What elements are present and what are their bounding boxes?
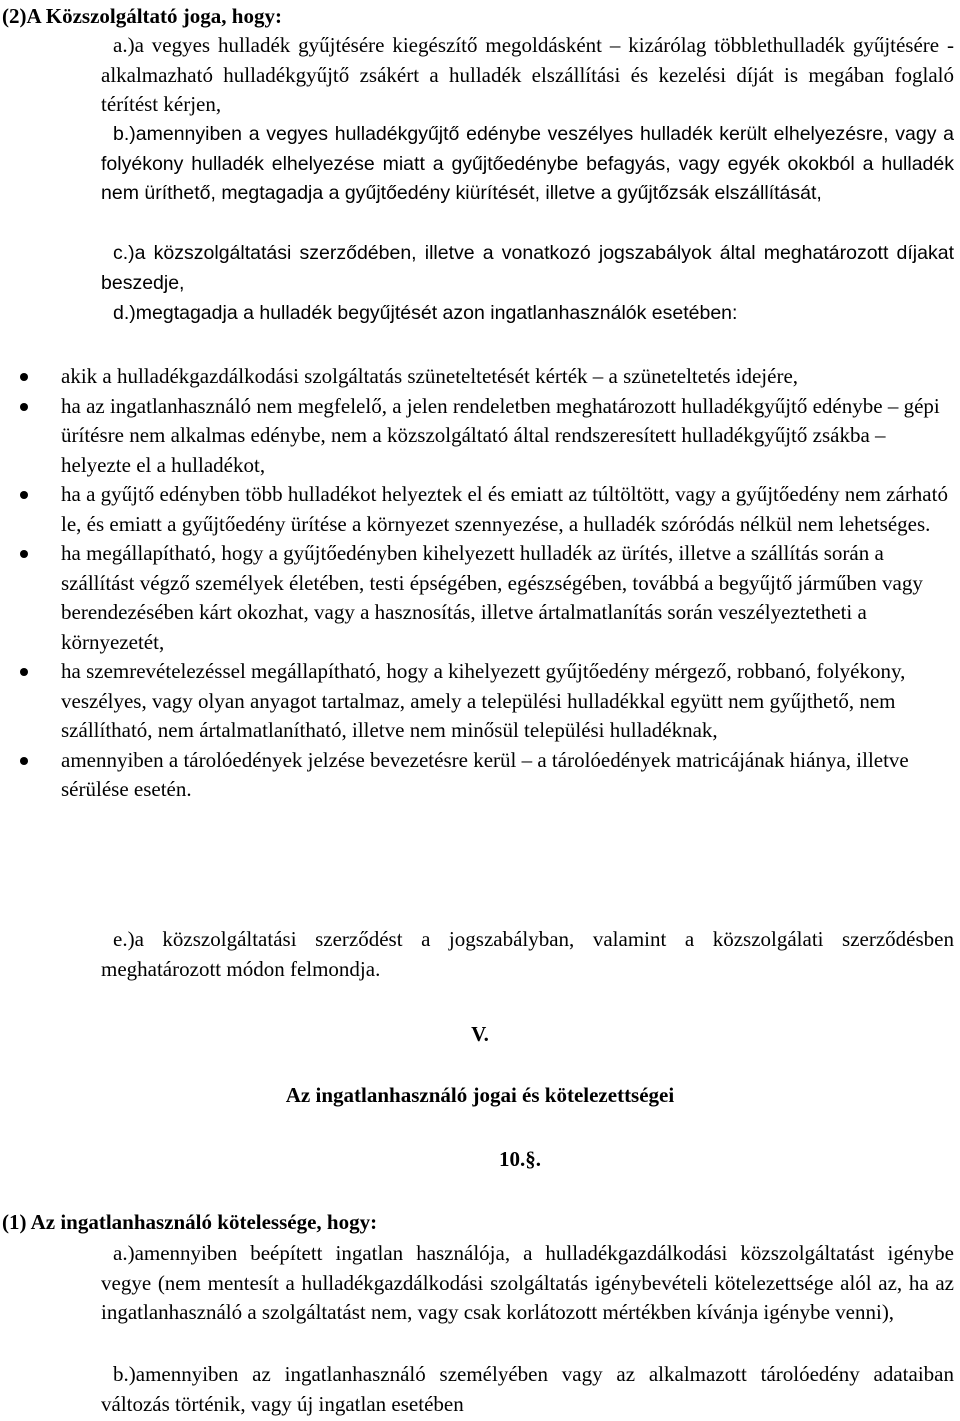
list-item [0, 480, 954, 539]
item-d: d.)megtagadja a hulladék begyűjtését azon ingatlanhasználók esetében: [113, 302, 738, 324]
list-item-text: ha szemrevételezéssel megállapítható, hogy a kihelyezett gyűjtőedény mérgező, robbanó, folyékony, veszélyes, vagy olyan anyagot tartalmaz, amely a települési hulladékkal együtt nem gyűjthető, nem szállítható, nem ártalmatlanítható, illetve nem minősül települési hulladéknak, [61, 659, 906, 742]
list-item [0, 392, 954, 481]
bullet-icon [20, 373, 28, 381]
subsection-heading: (1) Az ingatlanhasználó kötelessége, hogy: [2, 1210, 378, 1234]
bullet-icon [20, 403, 28, 411]
list-item [0, 539, 954, 657]
list-item [0, 362, 954, 392]
list-item [0, 657, 954, 746]
bullet-list [0, 362, 960, 805]
list-item-text: ha megállapítható, hogy a gyűjtőedényben kihelyezett hulladék az ürítés, illetve a szállítás során a szállítást végző személyek életében, testi épségében, egészségében, továbbá a begyűjtő járműben vagy berendezésében kárt okozhat, vagy a hasznosítás, illetve ártalmatlanítás során veszélyeztetheti a környezetét, [61, 541, 923, 654]
section-heading: (2)A Közszolgáltató joga, hogy: [2, 4, 282, 28]
paragraph-number: 10.§. [499, 1147, 541, 1171]
list-item-text: akik a hulladékgazdálkodási szolgáltatás szüneteltetését kérték – a szüneteltetés idejére, [61, 364, 799, 388]
list-item-text: ha az ingatlanhasználó nem megfelelő, a jelen rendeletben meghatározott hulladékgyűjtő edénybe – gépi ürítésre nem alkalmas edénybe, nem a közszolgáltató által rendszeresített hulladékgyűjtő zsákba – helyezte el a hulladékot, [61, 393, 940, 477]
item-e: e.)a közszolgáltatási szerződést a jogszabályban, valamint a közszolgálati szerződésben meghatározott módon felmondja. [101, 927, 954, 981]
list-item-text: amennyiben a tárolóedények jelzése bevezetésre kerül – a tárolóedények matricájának hiánya, illetve sérülése esetén. [61, 747, 909, 801]
chapter-number: V. [471, 1022, 489, 1046]
item-c: c.)a közszolgáltatási szerződében, illetve a vonatkozó jogszabályok által meghatározott díjakat beszedje, [101, 242, 954, 294]
list-item [0, 746, 954, 805]
sub-item-a: a.)amennyiben beépített ingatlan használója, a hulladékgazdálkodási közszolgáltatást igénybe vegye (nem mentesít a hulladékgazdálkodási szolgáltatás igénybevételi kötelezettsége alól az, ha az ingatlanhasználó a szolgáltatást nem, vagy csak korlátozott mértékben kívánja igénybe venni), [101, 1241, 954, 1324]
item-a: a.)a vegyes hulladék gyűjtésére kiegészítő megoldásként – kizárólag többlethulladék gyűjtésére - alkalmazható hulladékgyűjtő zsákért a hulladék elszállítási és kezelési díját is megában foglaló térítést kérjen, [101, 33, 954, 116]
bullet-icon [20, 550, 28, 558]
bullet-icon [20, 668, 28, 676]
list-item-text: ha a gyűjtő edényben több hulladékot helyeztek el és emiatt az túltöltött, vagy a gyűjtőedény nem zárható le, és emiatt a gyűjtőedény ürítése a környezet szennyezése, a hulladék szóródás nélkül nem lehetséges. [61, 482, 948, 536]
bullet-icon [20, 491, 28, 499]
item-b: b.)amennyiben a vegyes hulladékgyűjtő edénybe veszélyes hulladék került elhelyezésre, vagy a folyékony hulladék elhelyezése miatt a gyűjtőedénybe befagyás, vagy egyék okokból a hulladék nem üríthető, megtagadja a gyűjtőedény kiürítését, illetve a gyűjtőzsák elszállítását, [101, 123, 954, 204]
bullet-icon [20, 757, 28, 765]
sub-item-b: b.)amennyiben az ingatlanhasználó személyében vagy az alkalmazott tárolóedény adataiban változás történik, vagy új ingatlan esetében [101, 1362, 954, 1416]
chapter-title: Az ingatlanhasználó jogai és kötelezettségei [285, 1083, 675, 1107]
